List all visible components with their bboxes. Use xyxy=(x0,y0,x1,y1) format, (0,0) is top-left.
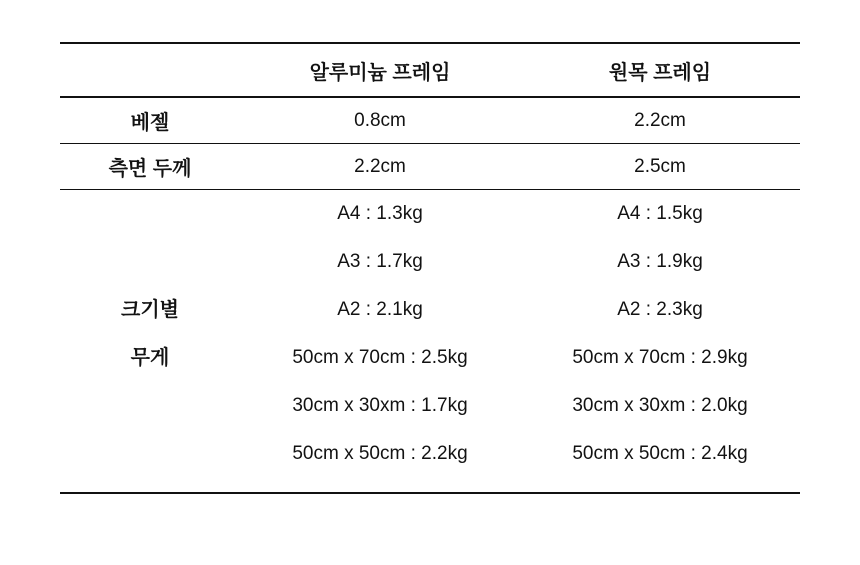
row-label-bezel: 베젤 xyxy=(60,97,240,144)
cell-weight-aluminum: 50cm x 70cm : 2.5kg xyxy=(292,347,468,368)
cell-weight-wood: A4 : 1.5kg xyxy=(617,203,703,224)
weight-spacer-top xyxy=(60,190,240,239)
cell-side-thickness-wood: 2.5cm xyxy=(520,144,800,190)
cell-bezel-aluminum: 0.8cm xyxy=(240,97,520,144)
cell-weight-wood: 30cm x 30xm : 2.0kg xyxy=(572,395,748,416)
row-label-weight-line1: 크기별 xyxy=(121,298,179,321)
table-row xyxy=(60,334,800,382)
cell-weight-wood: A2 : 2.3kg xyxy=(617,299,703,320)
cell-bezel-wood: 2.2cm xyxy=(520,97,800,144)
table-row xyxy=(60,430,800,493)
cell-weight-aluminum: 30cm x 30xm : 1.7kg xyxy=(292,395,468,416)
table-header xyxy=(60,43,800,97)
cell-weight-aluminum: A2 : 2.1kg xyxy=(337,299,423,320)
table-row xyxy=(60,286,800,334)
table-row xyxy=(60,382,800,430)
table-row xyxy=(60,238,800,286)
cell-weight-aluminum: A3 : 1.7kg xyxy=(337,251,423,272)
weight-spacer xyxy=(60,382,240,430)
cell-weight-wood: 50cm x 70cm : 2.9kg xyxy=(572,347,748,368)
table-header-row xyxy=(60,43,800,97)
row-label-side-thickness: 측면 두께 xyxy=(60,144,240,190)
table-body xyxy=(60,97,800,493)
table-row xyxy=(60,144,800,190)
cell-weight-aluminum: 50cm x 50cm : 2.2kg xyxy=(240,430,520,493)
cell-weight-wood: A3 : 1.9kg xyxy=(617,251,703,272)
table-header-corner xyxy=(60,43,240,97)
cell-side-thickness-aluminum: 2.2cm xyxy=(240,144,520,190)
row-label-weight-line2: 무게 xyxy=(130,346,170,369)
cell-weight-aluminum: A4 : 1.3kg xyxy=(337,203,423,224)
table-header-aluminum: 알루미늄 프레임 xyxy=(240,43,520,97)
table-header-wood: 원목 프레임 xyxy=(520,43,800,97)
table-row xyxy=(60,190,800,239)
frame-spec-table xyxy=(60,42,800,494)
weight-spacer xyxy=(60,238,240,286)
cell-weight-wood: 50cm x 50cm : 2.4kg xyxy=(520,430,800,493)
table-row xyxy=(60,97,800,144)
weight-spacer-bottom xyxy=(60,430,240,493)
